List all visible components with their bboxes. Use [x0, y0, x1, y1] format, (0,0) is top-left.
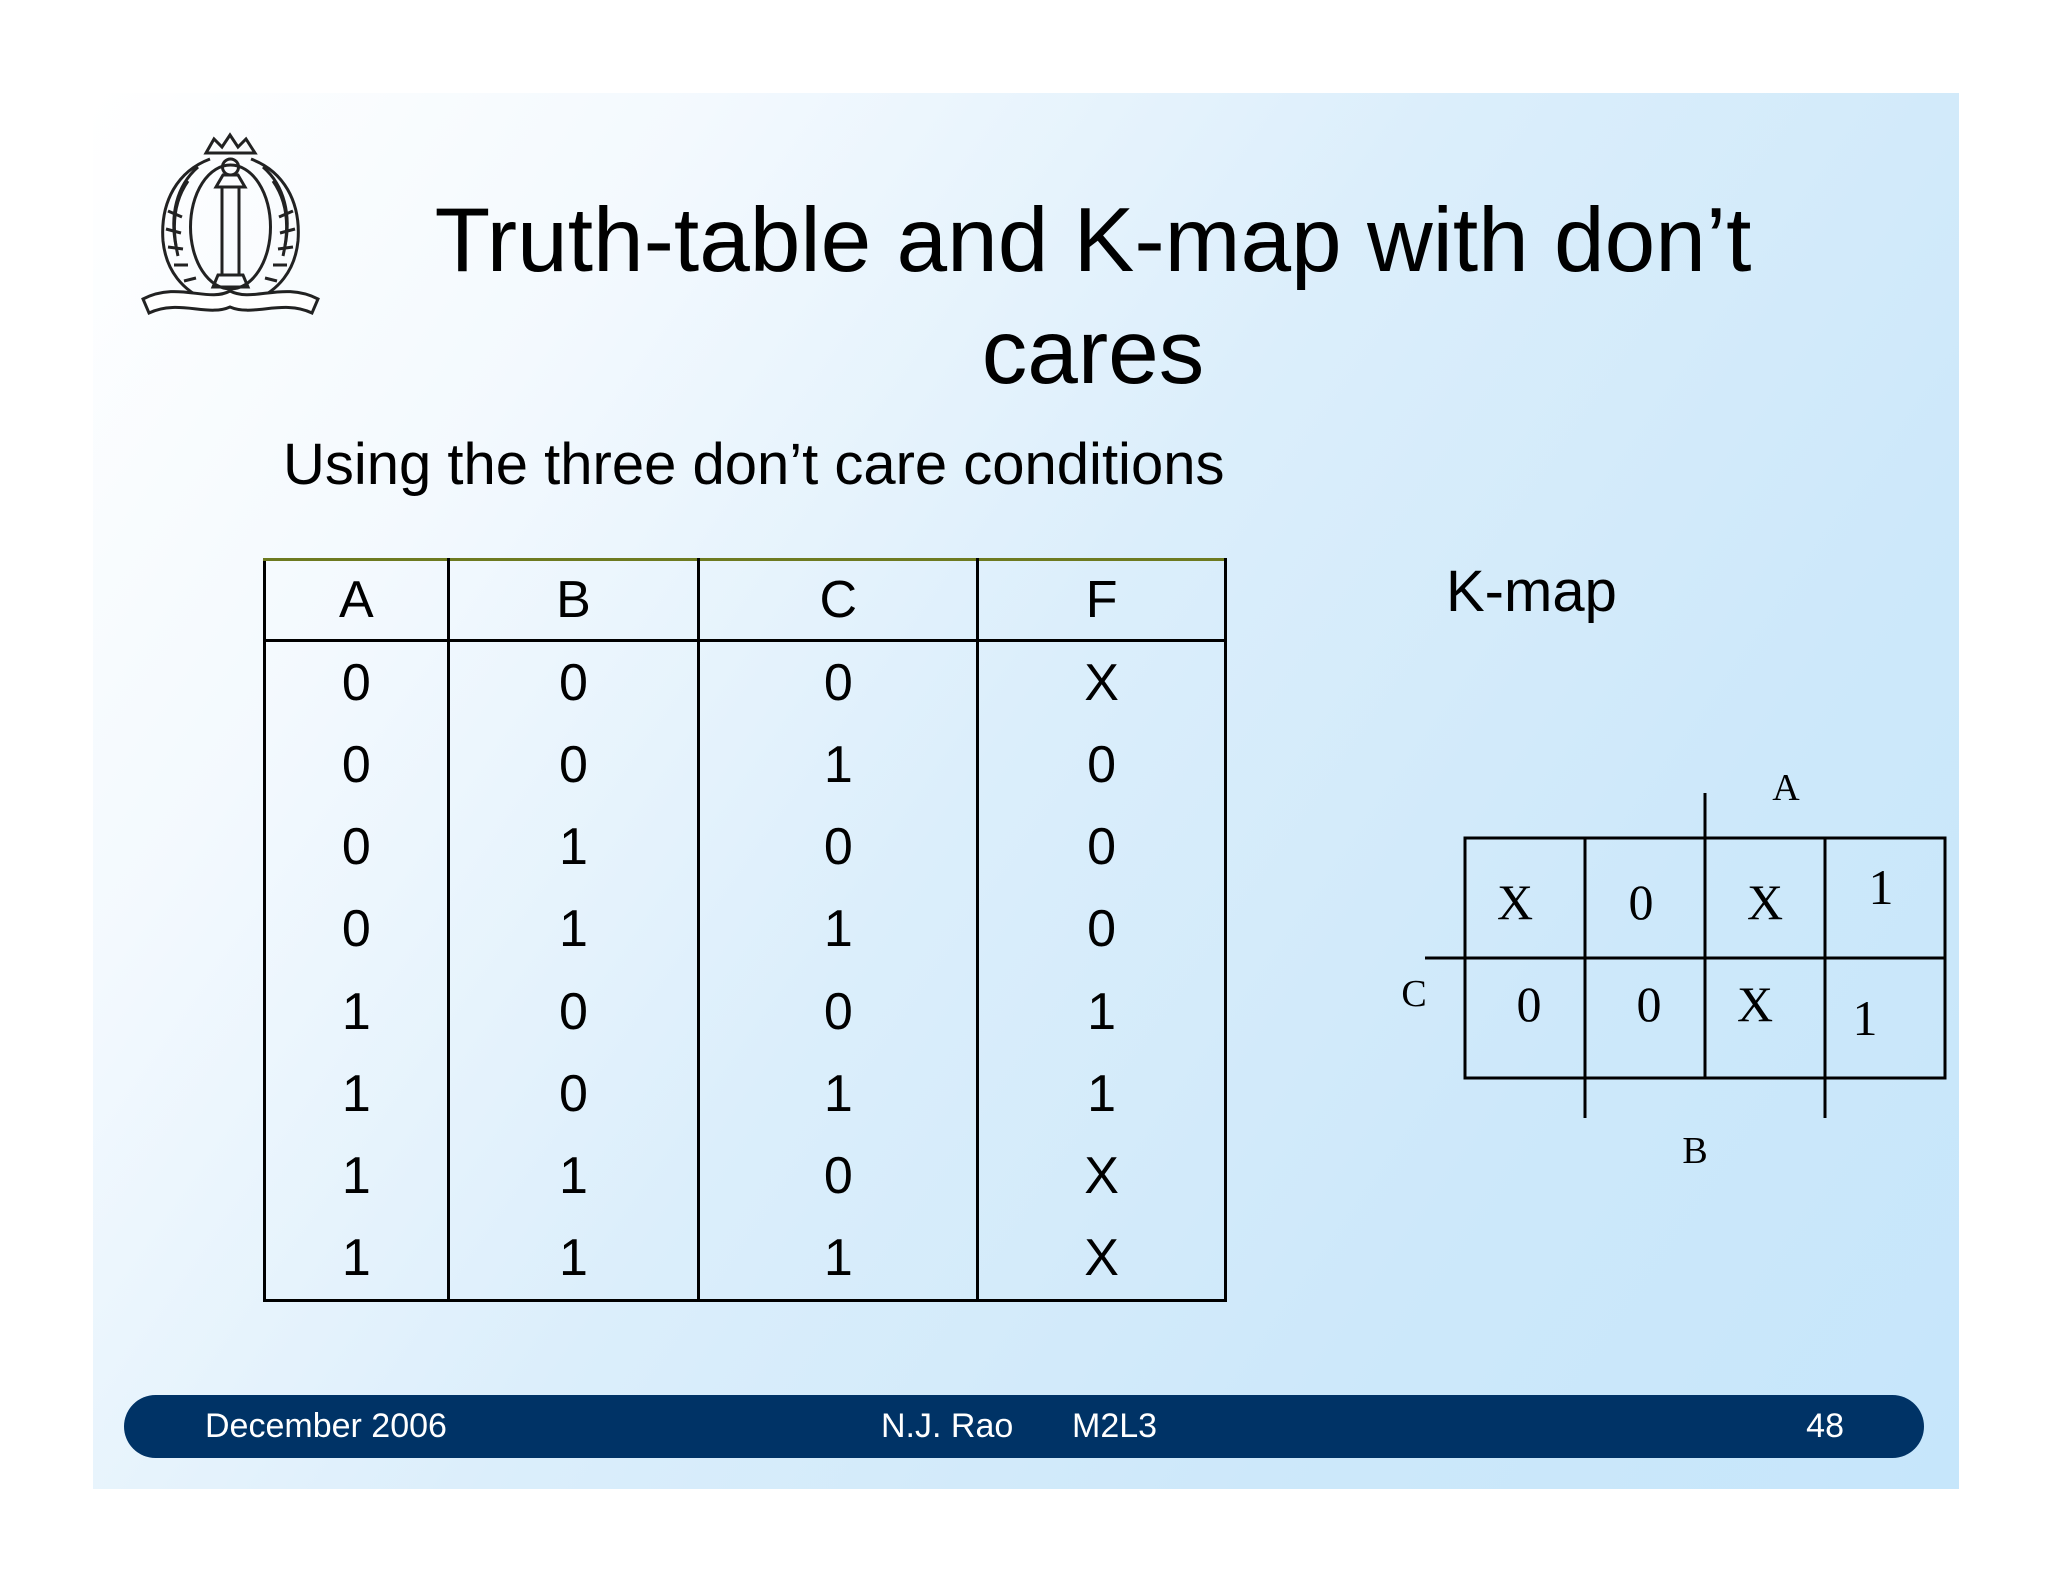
table-cell: 0 — [265, 806, 449, 888]
table-cell: 1 — [448, 1135, 699, 1217]
table-cell: 0 — [978, 806, 1226, 888]
kmap-var-a: A — [1772, 767, 1800, 809]
footer-bar — [124, 1395, 1924, 1458]
table-row — [265, 806, 1226, 888]
table-cell: 0 — [699, 1135, 978, 1217]
table-row — [265, 724, 1226, 806]
table-cell: X — [978, 1135, 1226, 1217]
page-number: 48 — [1806, 1407, 1844, 1445]
table-cell: 1 — [265, 1053, 449, 1135]
header-a: A — [265, 560, 449, 641]
table-row — [265, 1135, 1226, 1217]
kmap-label: K-map — [1446, 559, 1617, 624]
table-cell: 0 — [699, 806, 978, 888]
table-cell: X — [978, 1217, 1226, 1301]
footer-date: December 2006 — [205, 1407, 447, 1445]
table-cell: 1 — [448, 888, 699, 970]
table-cell: 1 — [448, 806, 699, 888]
kmap-cell: 0 — [1628, 874, 1654, 930]
table-cell: 1 — [448, 1217, 699, 1301]
table-cell: 0 — [448, 724, 699, 806]
kmap-cell: 1 — [1852, 990, 1878, 1046]
kmap-var-c: C — [1401, 973, 1427, 1015]
table-cell: 1 — [699, 1053, 978, 1135]
table-cell: 0 — [265, 888, 449, 970]
kmap-cell: 0 — [1516, 976, 1542, 1032]
table-cell: 0 — [448, 641, 699, 725]
header-f: F — [978, 560, 1226, 641]
table-cell: 1 — [699, 1217, 978, 1301]
table-cell: 0 — [699, 641, 978, 725]
table-row — [265, 641, 1226, 725]
slide — [93, 93, 1959, 1489]
truth-table-header-row — [265, 560, 1226, 641]
institute-logo — [138, 131, 323, 321]
footer-author: N.J. Rao — [881, 1407, 1014, 1445]
table-cell: 1 — [265, 970, 449, 1052]
table-cell: 1 — [978, 970, 1226, 1052]
slide-subtitle: Using the three don’t care conditions — [283, 432, 1225, 497]
kmap-cell: 0 — [1636, 976, 1662, 1032]
slide-title: Truth-table and K-map with don’t cares — [434, 190, 1752, 403]
truth-table — [263, 558, 1227, 1302]
table-cell: 0 — [978, 888, 1226, 970]
kmap-diagram — [1293, 753, 1959, 1253]
kmap-var-b: B — [1682, 1130, 1708, 1172]
table-cell: 1 — [699, 888, 978, 970]
table-row — [265, 888, 1226, 970]
table-cell: 0 — [978, 724, 1226, 806]
table-cell: 0 — [265, 724, 449, 806]
table-row — [265, 1217, 1226, 1301]
kmap-cell: X — [1746, 874, 1784, 930]
footer-code: M2L3 — [1072, 1407, 1158, 1445]
header-c: C — [699, 560, 978, 641]
kmap-cell: 1 — [1868, 859, 1894, 915]
table-cell: 1 — [699, 724, 978, 806]
table-row — [265, 970, 1226, 1052]
table-cell: 1 — [265, 1217, 449, 1301]
kmap-cell: X — [1736, 976, 1774, 1032]
table-cell: 0 — [448, 1053, 699, 1135]
table-cell: 0 — [699, 970, 978, 1052]
table-cell: 0 — [448, 970, 699, 1052]
table-cell: 1 — [978, 1053, 1226, 1135]
table-cell: X — [978, 641, 1226, 725]
table-cell: 1 — [265, 1135, 449, 1217]
header-b: B — [448, 560, 699, 641]
kmap-cell: X — [1496, 874, 1534, 930]
table-row — [265, 1053, 1226, 1135]
table-cell: 0 — [265, 641, 449, 725]
